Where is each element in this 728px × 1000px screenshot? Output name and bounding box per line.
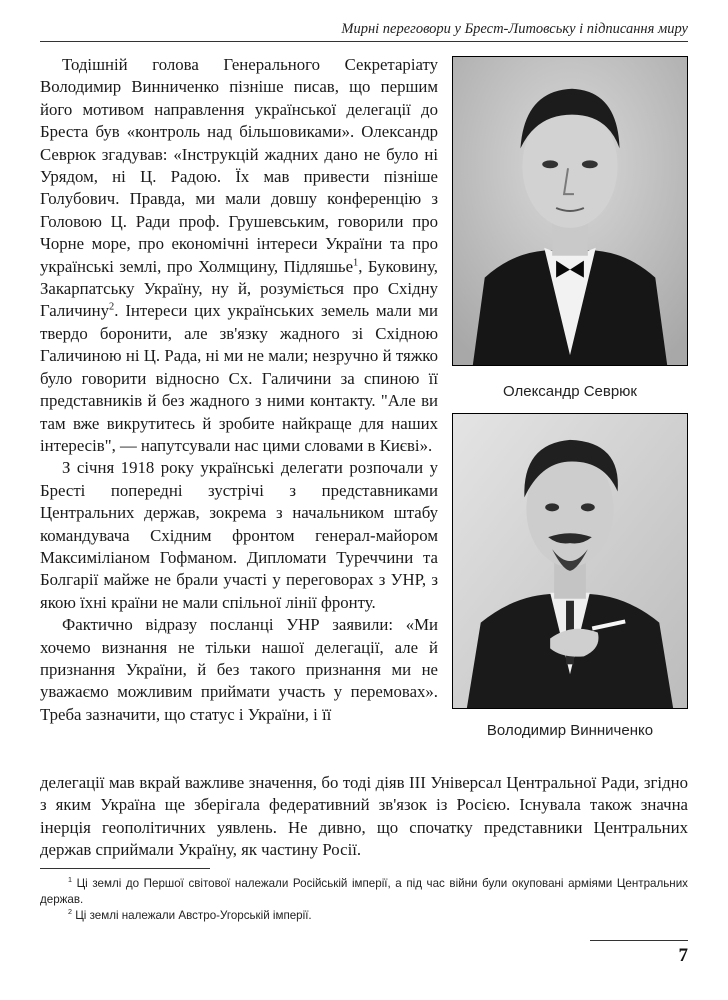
footnotes: [40, 876, 688, 924]
footnote-1-text: Ці землі до Першої світової належали Російській імперії, а під час війни були окуповані арміями Центральних держав.: [40, 877, 688, 906]
footnote-2: [40, 908, 688, 924]
text-full-width: [40, 772, 688, 862]
page-number-rule: [590, 940, 688, 941]
footnote-ref-1[interactable]: 1: [353, 257, 359, 269]
photo-caption-1: Олександр Севрюк: [502, 383, 637, 400]
portrait-photo-icon: [453, 414, 687, 708]
paragraph-1-text-b: , Буковину, Закарпатську Україну, ну й, розуміється про Східну Галичину: [40, 256, 438, 321]
paragraph-1-text-a: Тодішній голова Генерального Секретаріату Володимир Винниченко пізніше писав, що першим його мотивом направлення української делегації до Бреста був «контроль над більшовиками». Олександр Севрюк згадував: «Інструкцій жадних дано не було ні Урядом, ні Ц. Радою. Їх мав привести пізніше Голубович. Правда, ми мали довшу конференцію з Головою Ц. Ради проф. Грушевським, говорили про Чорне море, про економічні інтереси України та про українські землі, про Холмщину, Підляшье: [40, 55, 438, 276]
text-column: [40, 54, 438, 726]
portrait-photo-sevriuk: [452, 56, 688, 366]
footnote-mark-2: 2: [68, 907, 72, 917]
portrait-photo-vynnychenko: [452, 413, 688, 709]
footnote-2-text: Ці землі належали Австро-Угорській імперії.: [75, 909, 312, 922]
paragraph-1: [40, 54, 438, 457]
footnote-divider: [40, 868, 210, 869]
paragraph-2: З січня 1918 року українські делегати розпочали у Бресті попередні зустрічі з представниками Центральних держав, зокрема з начальником штабу командувача Східним фронтом генерал-майором Максиміліаном Гофманом. Дипломати Туреччини та Болгарії майже не брали участі у переговорах з УНР, з якою їхні країни не мали спільної лінії фронту.: [40, 458, 438, 612]
photo-caption-2: Володимир Винниченко: [486, 722, 654, 739]
footnote-mark-1: 1: [68, 875, 72, 885]
footnote-1: [40, 876, 688, 908]
paragraph-3-continued: делегації мав вкрай важливе значення, бо тоді діяв III Універсал Центральної Ради, згідно з яким Україна ще зберігала федеративний зв'язок із Росією. Існувала також значна інерція геополітичних уявлень. Не дивно, що спочатку представники Центральних держав сприймали Україну, як частину Росії.: [40, 773, 688, 860]
page-number: 7: [678, 945, 688, 966]
paragraph-1-text-c: . Інтереси цих українських земель мали ми твердо боронити, але зв'язку жадного зі Східною Галичиною ні Ц. Рада, ні ми не мали; незручно й тяжко було говорити відносно Сх. Галичини за спиною її представників й без жадного з ними контакту. "Але ви там вже викрутитесь й зробите найкраще для наших інтересів", — напутсували нас цими словами в Києві».: [40, 301, 438, 455]
paragraph-3: Фактично відразу посланці УНР заявили: «Ми хочемо визнання не тільки нашої делегації, але й признання України, й без такого признання ми не уважаємо можливим приймати участь у перемовах». Треба зазначити, що статус і України, і її: [40, 615, 438, 724]
portrait-photo-icon: [453, 57, 687, 365]
footnote-ref-2[interactable]: 2: [109, 301, 115, 313]
running-head: [40, 18, 688, 42]
running-head-title: Мирні переговори у Брест-Литовську і підписання миру: [341, 21, 688, 37]
